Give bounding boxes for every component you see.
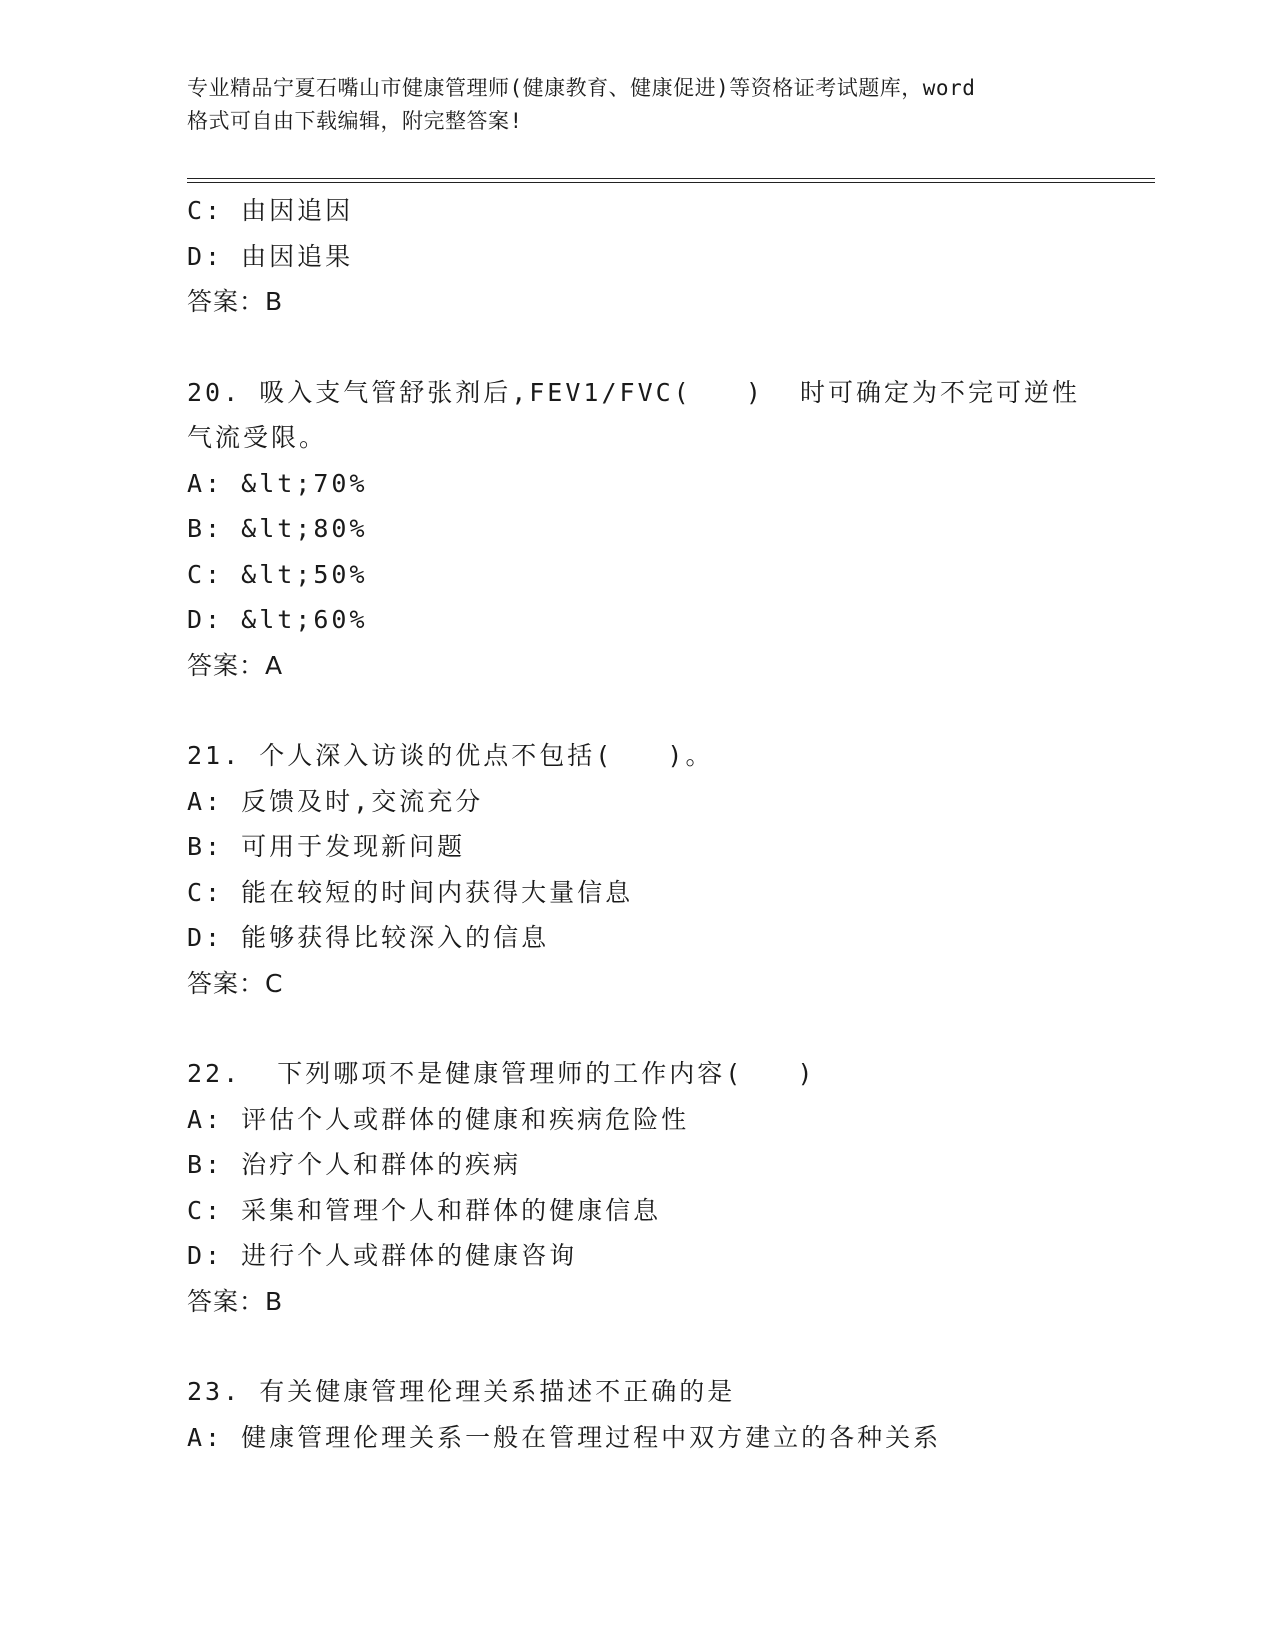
question-stem: 20. 吸入支气管舒张剂后,FEV1/FVC( ) 时可确定为不完可逆性 xyxy=(187,377,1081,407)
option-c: C: 采集和管理个人和群体的健康信息 xyxy=(187,1195,662,1225)
answer-line: 答案：B xyxy=(187,287,284,316)
option-c: C: 由因追因 xyxy=(187,196,354,225)
option-a: A: 评估个人或群体的健康和疾病危险性 xyxy=(187,1104,690,1134)
spacer xyxy=(187,1324,1155,1369)
option-a: A: 健康管理伦理关系一般在管理过程中双方建立的各种关系 xyxy=(187,1422,942,1452)
header-line-2: 格式可自由下载编辑，附完整答案! xyxy=(187,109,523,133)
header-line-1: 专业精品宁夏石嘴山市健康管理师(健康教育、健康促进)等资格证考试题库，word xyxy=(187,76,976,100)
header-divider xyxy=(187,178,1155,183)
question-stem: 22. 下列哪项不是健康管理师的工作内容( ) xyxy=(187,1059,816,1088)
option-a: A: 反馈及时,交流充分 xyxy=(187,786,484,816)
option-b: B: &lt;80% xyxy=(187,514,368,543)
option-b: B: 治疗个人和群体的疾病 xyxy=(187,1150,522,1179)
question-22 xyxy=(187,1051,1155,1324)
spacer xyxy=(187,1006,1155,1051)
question-23 xyxy=(187,1369,1155,1460)
question-20 xyxy=(187,370,1155,689)
option-a: A: &lt;70% xyxy=(187,468,368,498)
spacer xyxy=(187,325,1155,370)
option-b: B: 可用于发现新问题 xyxy=(187,832,466,861)
answer-line: 答案：B xyxy=(187,1286,284,1316)
option-d: D: 进行个人或群体的健康咨询 xyxy=(187,1241,578,1270)
question-19-tail xyxy=(187,188,1155,325)
option-c: C: &lt;50% xyxy=(187,559,368,589)
answer-line: 答案：A xyxy=(187,650,284,680)
spacer xyxy=(187,688,1155,733)
question-stem-continued: 气流受限。 xyxy=(187,423,328,452)
option-c: C: 能在较短的时间内获得大量信息 xyxy=(187,877,634,907)
option-d: D: 由因追果 xyxy=(187,241,354,271)
question-stem: 23. 有关健康管理伦理关系描述不正确的是 xyxy=(187,1377,736,1406)
document-body xyxy=(187,188,1155,1460)
option-d: D: &lt;60% xyxy=(187,605,368,634)
option-d: D: 能够获得比较深入的信息 xyxy=(187,923,550,952)
question-21 xyxy=(187,733,1155,1006)
question-stem: 21. 个人深入访谈的优点不包括( )。 xyxy=(187,741,714,770)
page-header xyxy=(187,72,1087,138)
answer-line: 答案：C xyxy=(187,968,284,998)
